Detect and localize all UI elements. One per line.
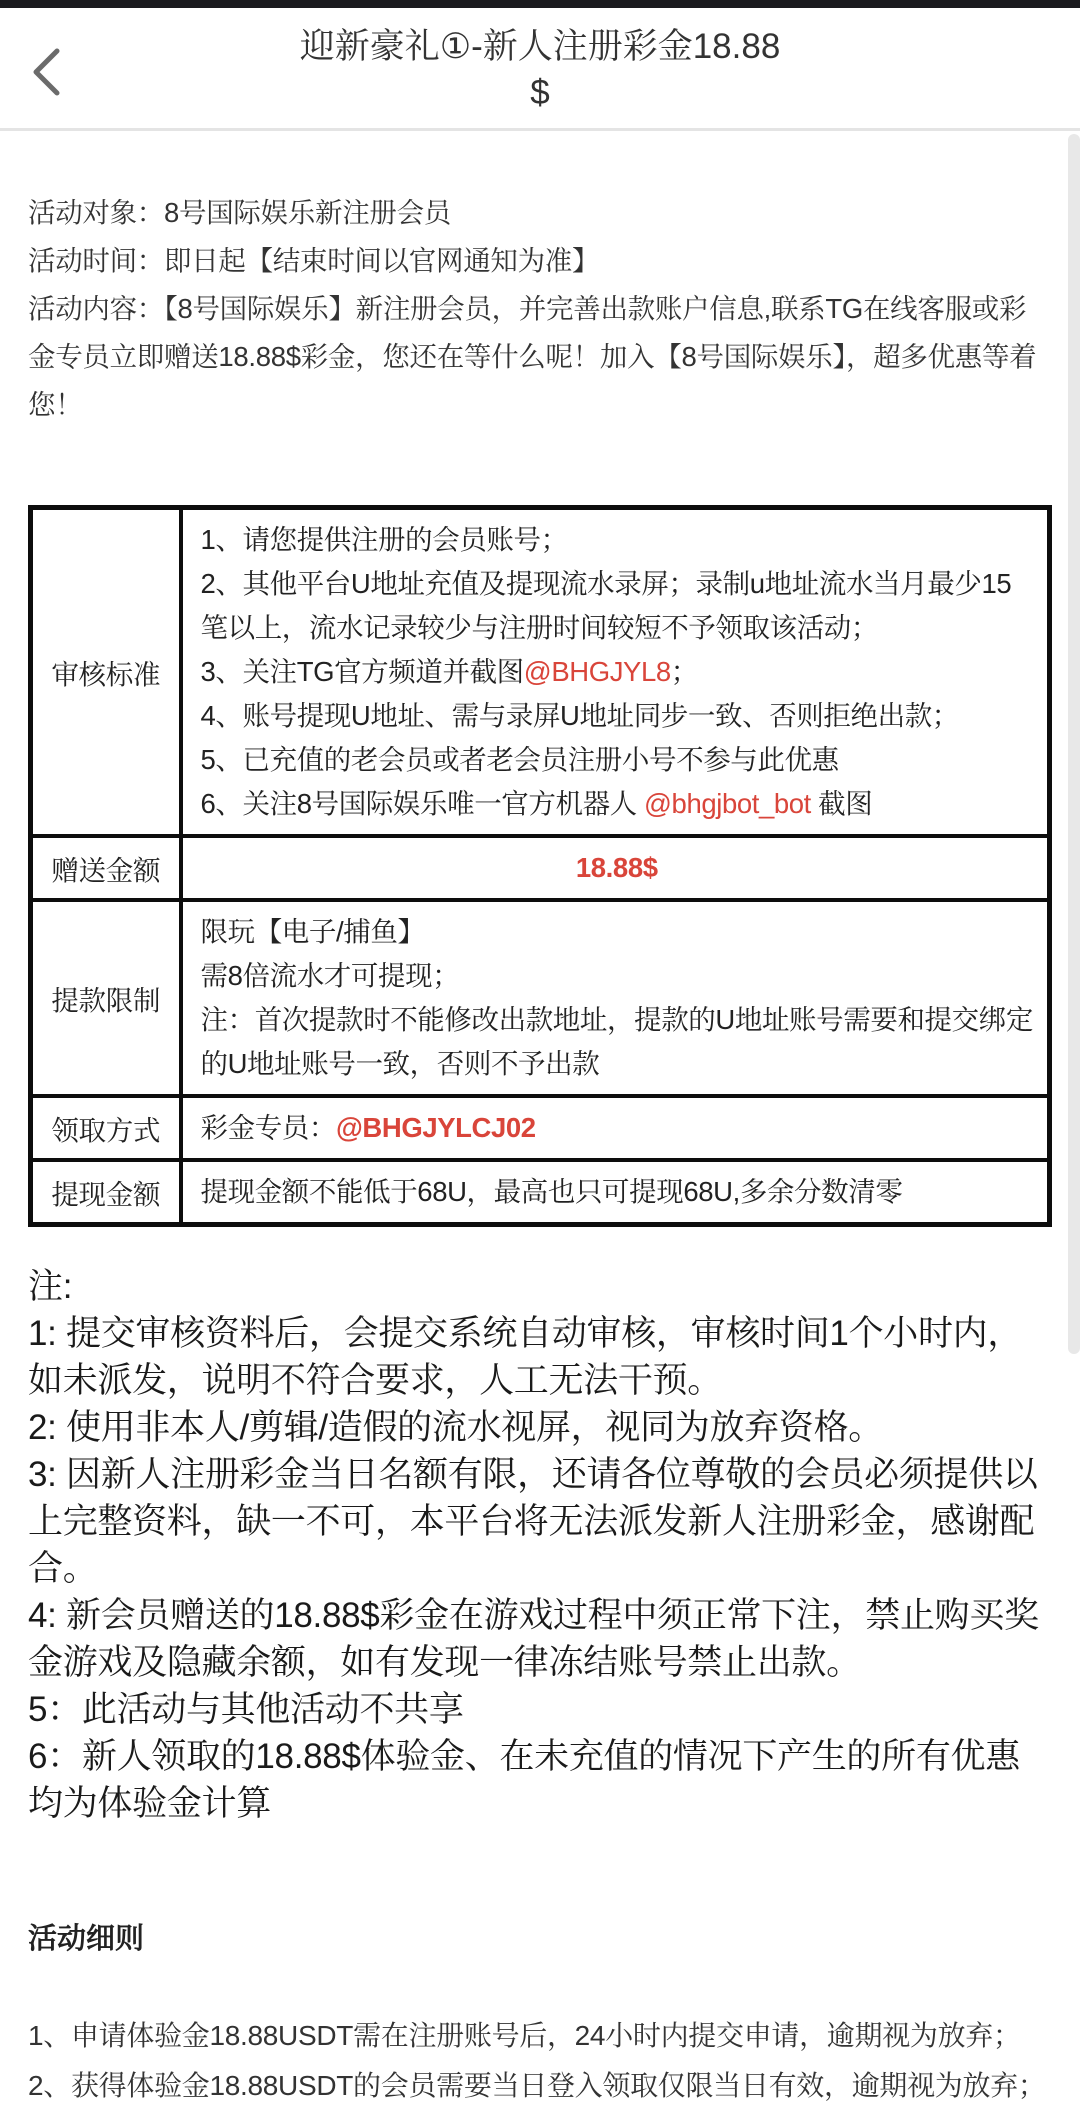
bonus-amount: 18.88$ [181,836,1050,900]
withdraw-limit-line: 限玩【电子/捕鱼】 [200,916,425,947]
rules-heading: 活动细则 [28,1923,145,1955]
note-item: 5：此活动与其他活动不共享 [28,1690,464,1729]
claim-line [201,1106,1034,1150]
telegram-claim-handle[interactable]: @BHGJYLCJ02 [336,1112,536,1143]
audit-item-text: ； [670,656,698,687]
page-title-line1: 迎新豪礼①-新人注册彩金18.88 [299,27,781,66]
page-title [120,24,960,116]
withdraw-amount-content: 提现金额不能低于68U，最高也只可提现68U,多余分数清零 [181,1160,1050,1225]
rule-item: 2、获得体验金18.88USDT的会员需要当日登入领取仅限当日有效，逾期视为放弃； [28,2070,1046,2101]
audit-item: 2、其他平台U地址充值及提现流水录屏；录制u地址流水当月最少15笔以上，流水记录较少与注册时间较短不予领取该活动； [200,568,1012,643]
back-button[interactable] [26,48,66,100]
note-item: 6：新人领取的18.88$体验金、在未充值的情况下产生的所有优惠均为体验金计算 [28,1737,1020,1823]
page-title-line2: $ [530,73,550,112]
audit-item-text: 截图 [810,788,873,819]
table-row-claim [31,1096,1050,1160]
audit-item: 5、已充值的老会员或者老会员注册小号不参与此优惠 [200,744,839,775]
chevron-left-icon [29,47,63,102]
table-row-bonus [31,836,1050,900]
claim-text: 彩金专员： [200,1112,336,1143]
audit-item-text: 6、关注8号国际娱乐唯一官方机器人 [200,788,645,819]
audit-label: 审核标准 [31,508,181,837]
note-item: 2: 使用非本人/剪辑/造假的流水视屏，视同为放弃资格。 [28,1408,883,1447]
page-header [0,8,1080,131]
claim-label: 领取方式 [31,1096,181,1160]
audit-item-text: 3、关注TG官方频道并截图 [200,656,524,687]
note-item: 1: 提交审核资料后，会提交系统自动审核，审核时间1个小时内，如未派发，说明不符合要求，人工无法干预。 [28,1314,1023,1400]
table-row-withdraw-amount [31,1160,1050,1225]
audit-item: 4、账号提现U地址、需与录屏U地址同步一致、否则拒绝出款； [200,700,959,731]
promo-content [0,131,1080,2111]
note-item: 4: 新会员赠送的18.88$彩金在游戏过程中须正常下注，禁止购买奖金游戏及隐藏余额，如有发现一律冻结账号禁止出款。 [28,1596,1039,1682]
audit-item [201,650,1034,694]
bonus-label: 赠送金额 [31,836,181,900]
withdraw-amount-label: 提现金额 [31,1160,181,1225]
audit-item: 1、请您提供注册的会员账号； [200,524,568,555]
rules-section [28,2011,1052,2111]
audit-item [201,782,1034,826]
withdraw-limit-label: 提款限制 [31,900,181,1096]
rule-item: 1、申请体验金18.88USDT需在注册账号后，24小时内提交申请，逾期视为放弃； [28,2020,1021,2051]
scrollbar[interactable] [1068,134,1080,1354]
intro-section [28,189,1052,429]
telegram-bot-handle[interactable]: @bhgjbot_bot [644,788,811,819]
audit-content [181,508,1050,837]
status-bar [0,0,1080,8]
withdraw-limit-content [181,900,1050,1096]
activity-description: 活动内容：【8号国际娱乐】新注册会员，并完善出款账户信息,联系TG在线客服或彩金专员立即赠送18.88$彩金，您还在等什么呢！加入【8号国际娱乐】，超多优惠等着您！ [28,293,1037,420]
withdraw-limit-line: 需8倍流水才可提现； [200,960,460,991]
withdraw-limit-line: 注：首次提款时不能修改出款地址，提款的U地址账号需要和提交绑定的U地址账号一致，否则不予出款 [200,1004,1033,1079]
notes-heading: 注: [28,1267,73,1306]
table-row-audit [31,508,1050,837]
activity-target: 活动对象：8号国际娱乐新注册会员 [28,197,451,228]
table-row-withdraw-limit [31,900,1050,1096]
telegram-channel-handle[interactable]: @BHGJYL8 [523,656,671,687]
note-item: 3: 因新人注册彩金当日名额有限，还请各位尊敬的会员必须提供以上完整资料，缺一不可，本平台将无法派发新人注册彩金，感谢配合。 [28,1455,1038,1588]
promo-rules-table [28,505,1052,1227]
notes-section [28,1263,1052,1827]
claim-content [181,1096,1050,1160]
activity-time: 活动时间：即日起【结束时间以官网通知为准】 [28,245,600,276]
